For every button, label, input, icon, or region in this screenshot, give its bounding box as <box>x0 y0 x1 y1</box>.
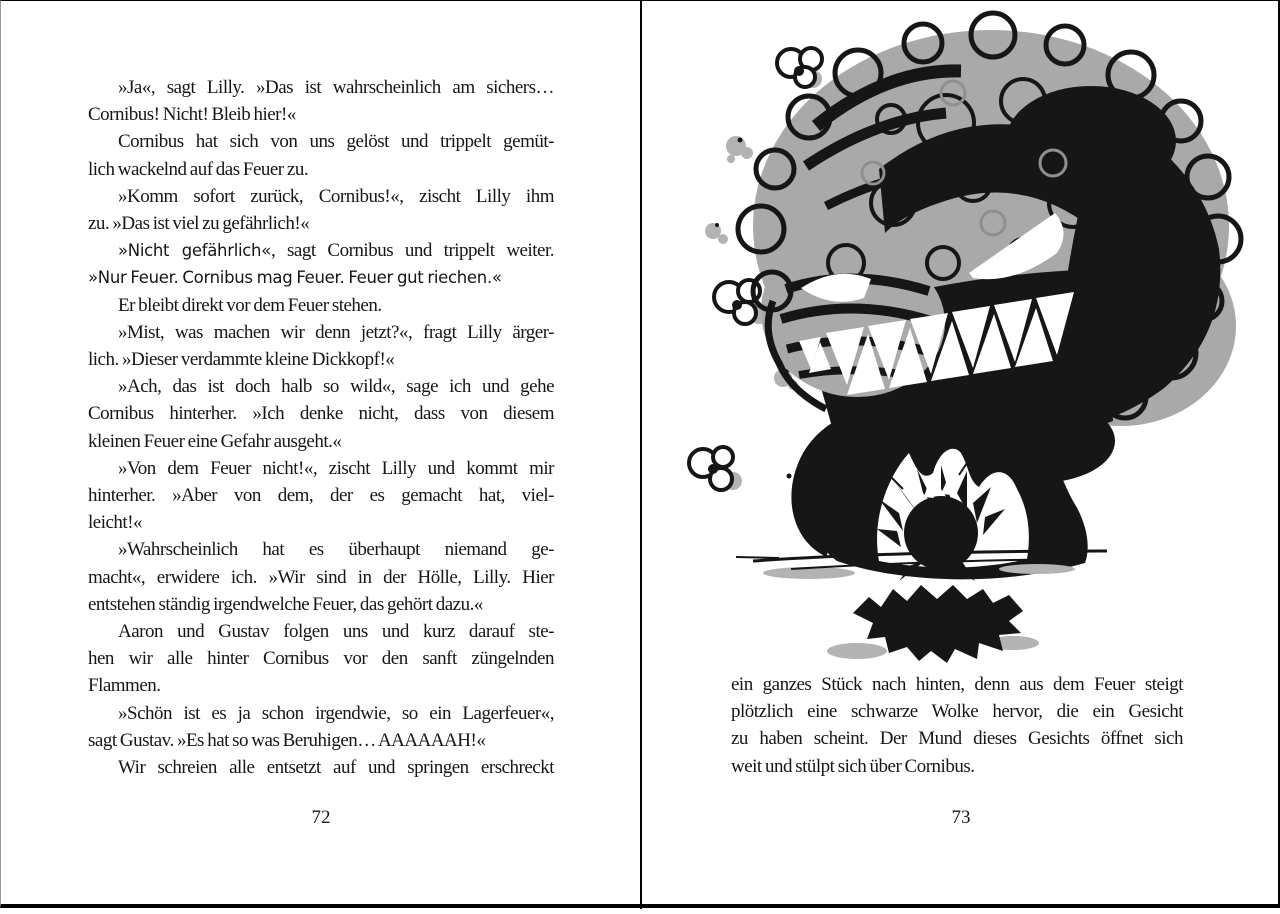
text-line: plötzlich eine schwarze Wolke hervor, die ein Gesicht <box>731 701 1183 723</box>
text-line: hen wir alle hinter Cornibus vor den sanft züngelnden <box>88 648 554 670</box>
text-line: leicht!« <box>88 512 143 534</box>
text-line <box>88 264 554 291</box>
gray-splat <box>705 223 728 244</box>
text-line: »Ja«, sagt Lilly. »Das ist wahrscheinlich am sichers… <box>118 77 554 98</box>
text-line <box>88 237 554 264</box>
page-right <box>641 1 1280 909</box>
text-line: zu haben scheint. Der Mund dieses Gesichts öffnet sich <box>731 728 1183 750</box>
text-line: »Mist, was machen wir denn jetzt?«, fragt Lilly ärger- <box>118 321 554 343</box>
text-line: »Von dem Feuer nicht!«, zischt Lilly und kommt mir <box>118 457 554 479</box>
text-line: ein ganzes Stück nach hinten, denn aus dem Feuer steigt <box>731 674 1183 695</box>
text-line: »Ach, das ist doch halb so wild«, sage ich und gehe <box>118 376 554 398</box>
smoke-puff <box>714 280 768 324</box>
text-line: »Schön ist es ja schon irgendwie, so ein Lagerfeuer«, <box>118 702 554 724</box>
page-left <box>1 1 641 909</box>
smoke-puff <box>689 447 742 490</box>
text-line: Flammen. <box>88 675 161 697</box>
page-number-right: 73 <box>951 807 971 828</box>
left-page-text <box>88 74 554 781</box>
page-number-left: 72 <box>311 807 331 828</box>
text-line: Cornibus hinterher. »Ich denke nicht, dass von diesem <box>88 403 554 425</box>
text-line: Aaron und Gustav folgen uns und kurz darauf ste- <box>118 621 554 643</box>
shadow-bush <box>827 585 1039 663</box>
text-line: Cornibus! Nicht! Bleib hier!« <box>88 104 296 126</box>
cornibus-speech-text: »Nicht gefährlich« <box>118 241 271 261</box>
text-line: weit und stülpt sich über Cornibus. <box>731 755 975 777</box>
text-line: lich wackelnd auf das Feuer zu. <box>88 158 309 180</box>
smoke-puff <box>777 48 822 88</box>
right-page-text <box>731 671 1183 780</box>
text-segment: , sagt Cornibus und trippelt weiter. <box>270 240 554 262</box>
gray-splat <box>726 136 753 163</box>
text-line: »Wahrscheinlich hat es überhaupt niemand ge- <box>118 539 554 561</box>
text-line: hinterher. »Aber von dem, der es gemacht hat, viel- <box>88 485 554 507</box>
text-line: Cornibus hat sich von uns gelöst und trippelt gemüt- <box>118 131 554 153</box>
text-line: zu. »Das ist viel zu gefährlich!« <box>88 213 310 235</box>
text-line: sagt Gustav. »Es hat so was Beruhigen… AAAAAAH!« <box>88 729 486 751</box>
text-line: entstehen ständig irgendwelche Feuer, das gehört dazu.« <box>88 593 483 615</box>
text-line: »Komm sofort zurück, Cornibus!«, zischt Lilly ihm <box>118 185 554 207</box>
cornibus-speech-text: »Nur Feuer. Cornibus mag Feuer. Feuer gut riechen.« <box>88 268 502 288</box>
text-line: macht«, erwidere ich. »Wir sind in der Hölle, Lilly. Hier <box>88 566 554 588</box>
text-line: Er bleibt direkt vor dem Feuer stehen. <box>118 294 382 316</box>
text-line: Wir schreien alle entsetzt auf und springen erschreckt <box>118 757 554 779</box>
text-line: kleinen Feuer eine Gefahr ausgeht.« <box>88 430 342 452</box>
page-gutter-divider <box>640 1 642 909</box>
text-line: lich. »Dieser verdammte kleine Dickkopf!« <box>88 349 395 371</box>
